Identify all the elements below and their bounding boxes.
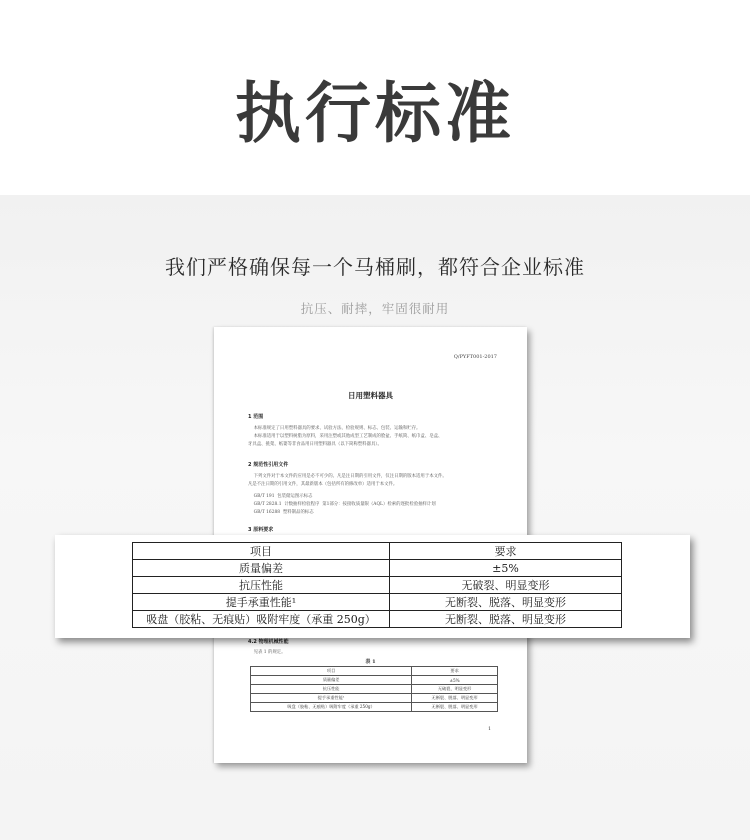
table-cell-item: 提手承重性能¹ — [133, 594, 390, 611]
zoomed-table-card — [55, 535, 690, 638]
table-caption: 表 1 — [365, 659, 376, 665]
table-cell: 无破裂、明显变形 — [412, 685, 498, 694]
table-cell: 要求 — [412, 667, 498, 676]
section-line: 凡是不注日期的引用文件，其最新版本（包括所有的修改单）适用于本文件。 — [248, 482, 398, 487]
table-cell: 项目 — [251, 667, 412, 676]
table-row — [251, 694, 498, 703]
table-cell: 吸盘（胶粘、无痕贴）吸附牢度（承重 250g） — [251, 703, 412, 712]
table-header-row — [133, 543, 622, 560]
table-cell: 提手承重性能¹ — [251, 694, 412, 703]
table-cell-item: 吸盘（胶粘、无痕贴）吸附牢度（承重 250g） — [133, 611, 390, 628]
section-subtitle: 我们严格确保每一个马桶刷，都符合企业标准 — [165, 255, 585, 279]
table-row — [251, 703, 498, 712]
section-line: 本标准规定了日用塑料器具的要求、试验方法、检验规则、标志、包装、运输和贮存。 — [248, 426, 421, 431]
table-cell-requirement: ±5% — [390, 560, 622, 577]
table-row — [251, 676, 498, 685]
table-row — [133, 611, 622, 628]
hero-section — [0, 0, 750, 195]
section-heading-materials: 3 原料要求 — [248, 527, 274, 533]
section-line: GB/T 2828.1 计数抽样检验程序 第1部分：按接收质量限（AQL）检索的逐批检验抽样计划 — [248, 502, 436, 507]
zoomed-requirements-table — [132, 542, 622, 628]
section-line: GB/T 16288 塑料制品的标志 — [248, 510, 314, 515]
page-number: 1 — [488, 727, 491, 732]
table-cell-item: 抗压性能 — [133, 577, 390, 594]
section-line: 牙具盒、挑架、纸篓等非食品用日用塑料器具（以下简称塑料器具）。 — [248, 442, 382, 447]
section-line: 下列文件对于本文件的应用是必不可少的。凡是注日期的引用文件，仅注日期的版本适用于本文件。 — [248, 474, 447, 479]
table-row — [133, 594, 622, 611]
section-tagline: 抗压、耐摔，牢固很耐用 — [300, 301, 450, 316]
document-table — [250, 666, 498, 712]
table-cell: ±5% — [412, 676, 498, 685]
table-cell: 抗压性能 — [251, 685, 412, 694]
hero-title: 执行标准 — [235, 75, 515, 152]
table-row — [251, 667, 498, 676]
section-line: 本标准适用于以塑料树脂为原料，采用注塑或其他成型工艺制成的脸盆、手纸筒、纸巾盒、皂盒、 — [248, 434, 443, 439]
document-title: 日用塑料器具 — [348, 391, 393, 400]
table-row — [133, 577, 622, 594]
section-heading-references: 2 规范性引用文件 — [248, 462, 289, 468]
table-cell: 无断裂、脱落、明显变形 — [412, 694, 498, 703]
table-row — [251, 685, 498, 694]
table-cell-item: 质量偏差 — [133, 560, 390, 577]
table-cell: 无断裂、脱落、明显变形 — [412, 703, 498, 712]
section-heading-scope: 1 范围 — [248, 414, 264, 420]
section-line: GB/T 191 包装储运图示标志 — [248, 494, 313, 499]
document-code: Q/PYFT001-2017 — [453, 354, 497, 360]
subsection-heading: 4.2 物理机械性能 — [248, 639, 289, 645]
column-header-item: 项目 — [133, 543, 390, 560]
table-cell-requirement: 无断裂、脱落、明显变形 — [390, 594, 622, 611]
column-header-requirement: 要求 — [390, 543, 622, 560]
table-row — [133, 560, 622, 577]
table-cell-requirement: 无断裂、脱落、明显变形 — [390, 611, 622, 628]
table-cell-requirement: 无破裂、明显变形 — [390, 577, 622, 594]
subsection-text: 见表 1 的规定。 — [248, 650, 286, 655]
table-cell: 质量偏差 — [251, 676, 412, 685]
